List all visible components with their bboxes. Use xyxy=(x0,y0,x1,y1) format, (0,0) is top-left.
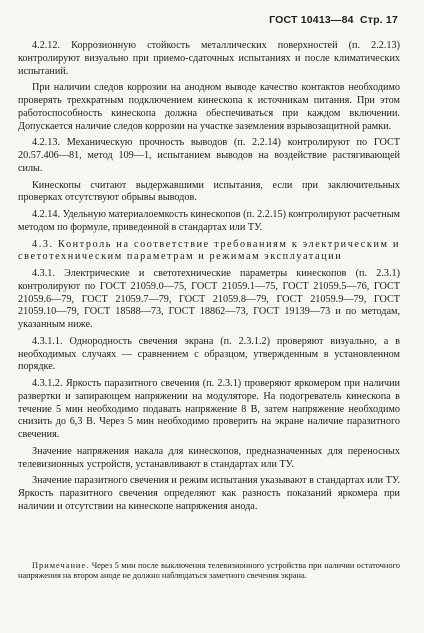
note-text: Через 5 мин после выключения телевизионного устройства при наличии остаточного напряжения на втором аноде не должно наблюдаться заметного свечения экрана. xyxy=(18,561,400,581)
paragraph-heater-voltage: Значение напряжения накала для кинескопов, предназначенных для переносных телевизионных устройств, устанавливают в стандартах или ТУ. xyxy=(18,445,400,470)
paragraph-4-3-1-2: 4.3.1.2. Яркость паразитного свечения (п. 2.3.1) проверяют яркомером при наличии развертки и запирающем напряжении на модуляторе. На подогреватель кинескопа в течение 5 мин необходимо подавать напряжение 8 В, затем напряжение необходимо снизить до 6,3 В. Через 5 мин необходимо проверить на экране наличие паразитного свечения. xyxy=(18,378,400,440)
paragraph-parasitic-glow: Значение паразитного свечения и режим испытания указывают в стандартах или ТУ. Яркость паразитного свечения определяют как разность показаний яркомера при наличии и отсутствии на кинескопе напряжения анода. xyxy=(18,475,400,512)
footnote xyxy=(18,561,400,582)
paragraph-4-2-14: 4.2.14. Удельную материалоемкость кинескопов (п. 2.2.15) контролируют расчетным методом по формуле, приведенной в стандартах или ТУ. xyxy=(18,209,400,233)
paragraph-4-3-1: 4.3.1. Электрические и светотехнические параметры кинескопов (п. 2.3.1) контролируют по ГОСТ 21059.0—75, ГОСТ 21059.1—75, ГОСТ 21059.5—76, ГОСТ 21059.6—79, ГОСТ 21059.7—79, ГОСТ 21059.8—79, ГОСТ 21059.9—79, ГОСТ 21059.10—79, ГОСТ 18588—73, ГОСТ 18862—73, ГОСТ 19139—73 и по методам, указанным ниже. xyxy=(18,268,400,330)
paragraph-4-2-13: 4.2.13. Механическую прочность выводов (п. 2.2.14) контролируют по ГОСТ 20.57.406—81, метод 109—1, испытанием выводов на воздействие растягивающей силы. xyxy=(18,137,400,174)
note-label: Примечание. xyxy=(32,561,90,570)
paragraph-corrosion-contacts: При наличии следов коррозии на анодном выводе качество контактов необходимо проверять трехкратным подключением кинескопа к источникам питания. При этом работоспособность кинескопа должна обеспечиваться при каждом включении. Допускается наличие следов коррозии на участке заземления взрывозащитной рамки. xyxy=(18,82,400,132)
standard-number: ГОСТ 10413—84 xyxy=(269,14,354,26)
paragraph-4-2-12: 4.2.12. Коррозионную стойкость металлических поверхностей (п. 2.2.13) контролируют визуально при приемо-сдаточных испытаниях и после климатических испытаний. xyxy=(18,40,400,77)
page-header xyxy=(269,14,398,26)
section-heading-4-3: 4.3. Контроль на соответствие требованиям к электрическим и светотехническим параметрам и режимам эксплуатации xyxy=(18,238,400,263)
page-number: Стр. 17 xyxy=(359,14,398,26)
paragraph-test-passed: Кинескопы считают выдержавшими испытания, если при заключительных проверках отсутствуют обрывы выводов. xyxy=(18,179,400,204)
document-body xyxy=(18,40,400,518)
paragraph-4-3-1-1: 4.3.1.1. Однородность свечения экрана (п. 2.3.1.2) проверяют визуально, а в необходимых случаях — сравнением с образцом, утвержденным в установленном порядке. xyxy=(18,335,400,373)
